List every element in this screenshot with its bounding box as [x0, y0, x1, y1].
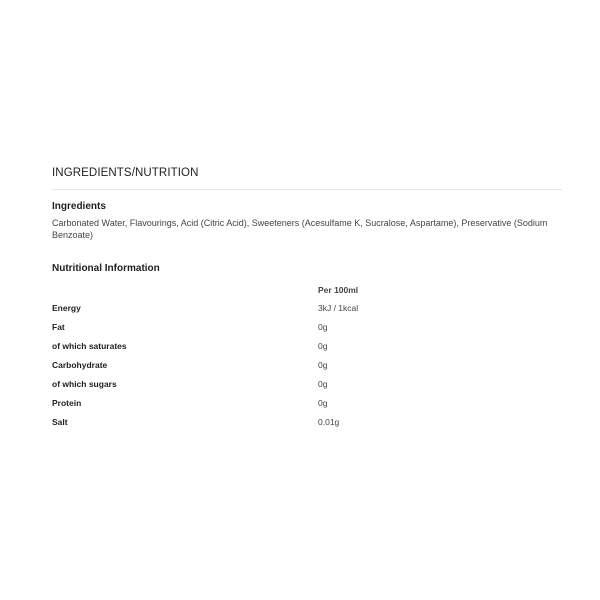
table-row — [52, 393, 382, 412]
nutrition-heading: Nutritional Information — [52, 263, 160, 274]
section-title: INGREDIENTS/NUTRITION — [52, 167, 199, 179]
nutrient-label: Energy — [52, 302, 81, 313]
table-row — [52, 412, 382, 431]
nutrient-value: 0g — [318, 321, 328, 332]
table-row — [52, 336, 382, 355]
nutrient-label: Salt — [52, 416, 68, 427]
nutrient-label: Carbohydrate — [52, 359, 108, 370]
nutrient-value: 0g — [318, 378, 328, 389]
table-row — [52, 355, 382, 374]
nutrient-label: Protein — [52, 397, 82, 408]
nutrient-label: Fat — [52, 321, 65, 332]
ingredients-text: Carbonated Water, Flavourings, Acid (Citric Acid), Sweeteners (Acesulfame K, Sucralose, Aspartame), Preservative (Sodium Benzoate) — [52, 218, 548, 240]
table-row — [52, 298, 382, 317]
nutrient-value: 0.01g — [318, 416, 340, 427]
nutrient-value: 0g — [318, 359, 328, 370]
nutrient-label: of which saturates — [52, 340, 127, 351]
nutrition-header-row — [52, 282, 382, 298]
section-divider — [52, 189, 562, 190]
nutrition-header-empty — [52, 282, 318, 298]
nutrition-table — [52, 282, 382, 431]
table-row — [52, 374, 382, 393]
ingredients-heading: Ingredients — [52, 201, 106, 212]
table-row — [52, 317, 382, 336]
nutrient-label: of which sugars — [52, 378, 117, 389]
nutrient-value: 3kJ / 1kcal — [318, 302, 359, 313]
per-100ml-header: Per 100ml — [318, 285, 359, 295]
nutrient-value: 0g — [318, 340, 328, 351]
nutrient-value: 0g — [318, 397, 328, 408]
